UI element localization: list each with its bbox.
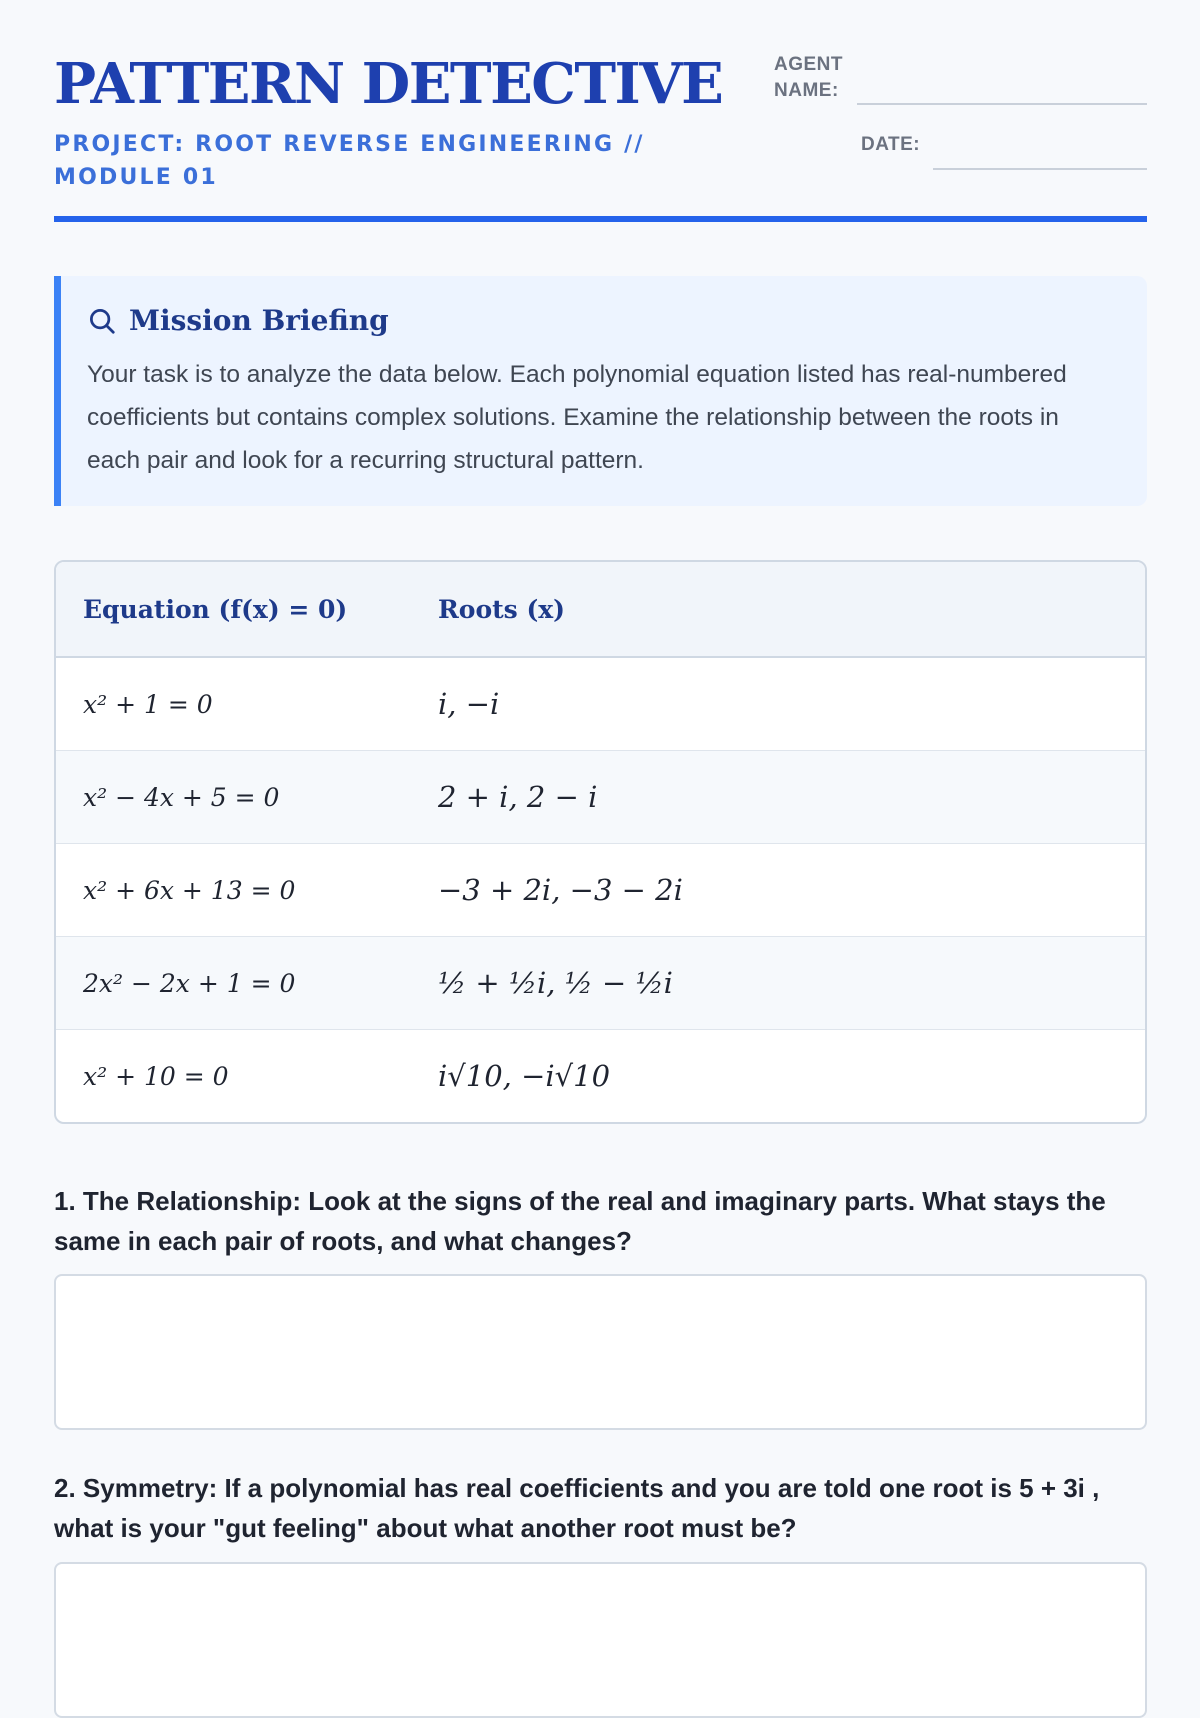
answer-1-input[interactable] bbox=[54, 1274, 1147, 1430]
table-row bbox=[56, 751, 1145, 844]
table-row bbox=[56, 937, 1145, 1030]
project-subtitle: PROJECT: ROOT REVERSE ENGINEERING // MODULE 01 bbox=[54, 132, 645, 190]
search-icon bbox=[87, 306, 117, 336]
roots-cell: i, −i bbox=[438, 687, 500, 721]
briefing-title: Mission Briefing bbox=[129, 304, 389, 337]
question-2: 2. Symmetry: If a polynomial has real coefficients and you are told one root is 5 + 3i , what is your "gut feeling" about what another root must be? bbox=[54, 1473, 1100, 1543]
page-title: PATTERN DETECTIVE bbox=[54, 51, 723, 117]
roots-cell: i√10, −i√10 bbox=[411, 1030, 1145, 1123]
date-label: DATE: bbox=[861, 134, 921, 155]
equation-cell: x² − 4x + 5 = 0 bbox=[56, 751, 411, 844]
question-1: 1. The Relationship: Look at the signs of the real and imaginary parts. What stays the same in each pair of roots, and what changes? bbox=[54, 1186, 1106, 1256]
header-divider bbox=[54, 216, 1147, 222]
equation-cell: x² + 10 = 0 bbox=[56, 1030, 411, 1123]
agent-name-field[interactable] bbox=[857, 103, 1147, 105]
agent-name-label: AGENT NAME: bbox=[774, 54, 843, 101]
date-field[interactable] bbox=[933, 168, 1147, 170]
equation-cell: x² + 6x + 13 = 0 bbox=[56, 844, 411, 937]
mission-briefing bbox=[54, 276, 1147, 506]
equation-cell: x² + 1 = 0 bbox=[83, 689, 213, 719]
roots-cell: 2 + i, 2 − i bbox=[411, 751, 1145, 844]
table-row bbox=[56, 1030, 1145, 1123]
answer-2-input[interactable] bbox=[54, 1562, 1147, 1718]
equation-column-header: Equation (f(x) = 0) bbox=[56, 562, 411, 657]
roots-cell: −3 + 2i, −3 − 2i bbox=[411, 844, 1145, 937]
equation-cell: 2x² − 2x + 1 = 0 bbox=[56, 937, 411, 1030]
roots-cell: ½ + ½i, ½ − ½i bbox=[411, 937, 1145, 1030]
briefing-text: Your task is to analyze the data below. Each polynomial equation listed has real-numbered coefficients but contains complex solutions. Examine the relationship between the roots in each pair and look for a recurring structural pattern. bbox=[87, 361, 1067, 474]
worksheet-header bbox=[54, 0, 1147, 228]
table-row bbox=[56, 844, 1145, 937]
table-row bbox=[56, 657, 1145, 751]
roots-column-header: Roots (x) bbox=[411, 562, 1145, 657]
table-header-row bbox=[56, 562, 1145, 657]
roots-table bbox=[54, 560, 1147, 1124]
